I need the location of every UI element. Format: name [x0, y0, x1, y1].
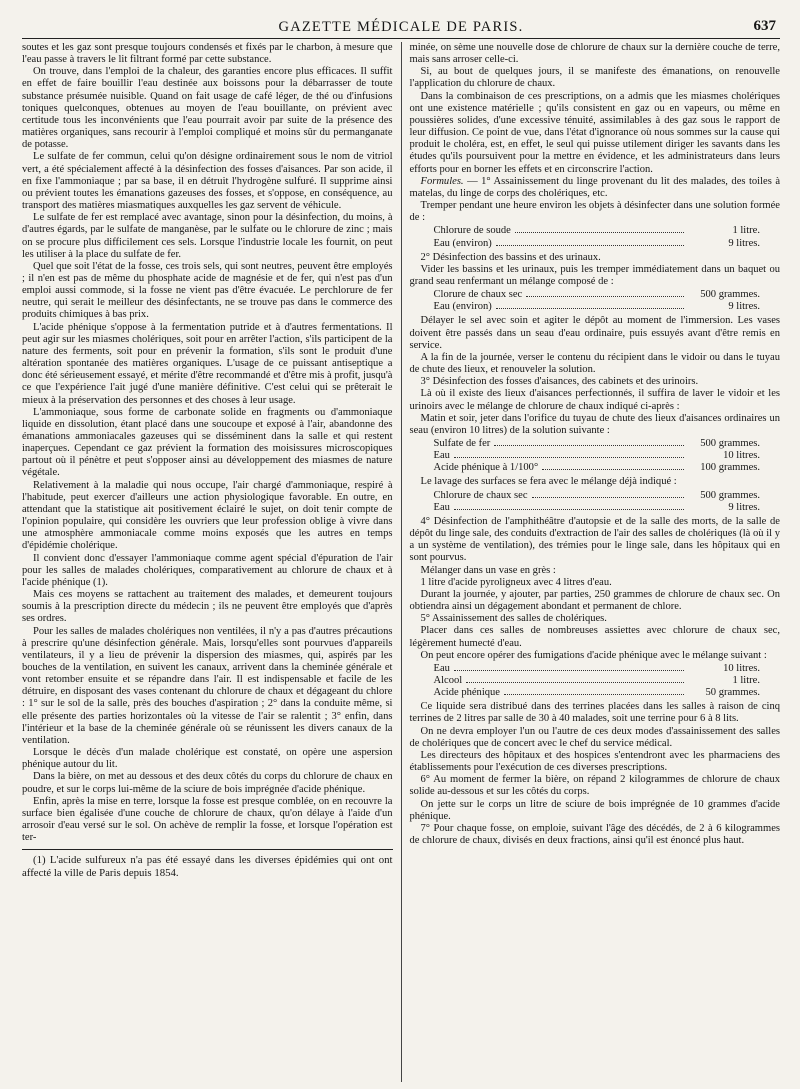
paragraph: Ce liquide sera distribué dans des terrines placées dans les salles à raison de cinq terrines de 2 litres par salle de 30 à 40 malades, soit une terrine pour 6 à 8 lits.	[409, 701, 780, 725]
formulas-paragraph	[410, 176, 781, 200]
paragraph: Matin et soir, jeter dans l'orifice du tuyau de chute des lieux d'aisances ordinaires un seau (environ 10 litres) de la solution suivante :	[409, 412, 780, 436]
paragraph: On peut encore opérer des fumigations d'acide phénique avec le mélange suivant :	[420, 649, 767, 661]
left-column	[22, 42, 401, 1082]
leader-dots	[496, 244, 684, 246]
ingredient-name: Acide phénique à 1/100°	[433, 462, 539, 474]
paragraph: Les directeurs des hôpitaux et des hospices s'entendront avec les pharmaciens des établissements pour l'exécution de ces diverses prescriptions.	[409, 749, 780, 774]
ingredient-quantity: 500 grammes.	[700, 489, 760, 501]
paragraph: L'ammoniaque, sous forme de carbonate solide en fragments ou d'ammoniaque liquide en dissolution, étant placé dans une soucoupe et exposé à l'air, abandonne des émanations ammoniacales gazeuses qui se disséminent dans la salle et qui restent inaperçues. Cependant ce gaz prévient la formation des moisissures microscopiques partout où il pénètre et peut s'opposer ainsi au développement des miasmes de nature végétale.	[22, 406, 393, 479]
formula-row	[410, 301, 781, 313]
paragraph: 1 litre d'acide pyroligneux avec 4 litres d'eau.	[420, 576, 612, 588]
paragraph: Il convient donc d'essayer l'ammoniaque comme agent spécial d'épuration de l'air pour les salles de malades cholériques, comparativement au chlorure de chaux et à l'acide phénique (1).	[22, 552, 393, 588]
paragraph: Relativement à la maladie qui nous occupe, l'air chargé d'ammoniaque, respiré à l'habitude, peut exercer d'ailleurs une action physiologique favorable. En outre, en attendant que la statistique ait positivement éclairé le sujet, on doit tenir compte de l'opinion populaire, qui considère les ouvriers que leur profession oblige à vivre dans une atmosphère ammoniacale comme moins exposés que les autres en temps d'épidémie cholérique.	[22, 479, 393, 552]
paragraph: Lorsque le décès d'un malade cholérique est constaté, on opère une aspersion phénique autour du lit.	[22, 747, 393, 771]
leader-dots	[454, 456, 684, 458]
formula-row	[410, 490, 781, 502]
formula-row	[410, 438, 781, 450]
paragraph: Mélanger dans un vase en grès :	[420, 564, 556, 576]
section-heading: 4° Désinfection de l'amphithéâtre d'autopsie et de la salle des morts, de la salle de dépôt du linge sale, des conduits d'extraction de l'air des salles de cholériques (là où il y a un système de ventilation), des trémies pour le linge sale, dans les hôpitaux qui en sont pourvus.	[409, 515, 780, 564]
formula-row	[410, 687, 781, 699]
ingredient-quantity: 10 litres.	[723, 450, 760, 462]
ingredient-name: Eau	[433, 501, 450, 513]
paragraph: Le sulfate de fer commun, celui qu'on désigne ordinairement sous le nom de vitriol vert, a été spécialement affecté à la désinfection des fosses d'aisances. Par son acide, il en fixe l'ammoniaque ; par sa base, il en détruit l'hydrogène sulfuré. Il supprime ainsi ou prévient toutes les émanations gazeuses des fosses, et s'oppose, en conséquence, au transport des matières miasmatiques auxquelles les gaz servent de véhicule.	[22, 151, 393, 212]
paragraph: Vider les bassins et les urinaux, puis les tremper immédiatement dans un baquet ou grand seau renfermant un mélange composé de :	[409, 263, 780, 287]
ingredient-quantity: 500 grammes.	[700, 438, 760, 449]
leader-dots	[454, 669, 684, 671]
paragraph: A la fin de la journée, verser le contenu du récipient dans le vidoir ou dans le tuyau de chute des lieux, et renouveler la solution.	[409, 351, 780, 376]
ingredient-name: Chlorure de soude	[433, 225, 511, 237]
paragraph: Quel que soit l'état de la fosse, ces trois sels, qui sont neutres, peuvent être employés ; il n'en est pas de même du phosphate acide de magnésie et de fer, qui n'est pas d'un emploi aussi commode, si la fosse ne vient pas d'être évacuée. Le perchlorure de fer neutre, qui serait le meilleur des désinfectants, ne se trouve pas dans le commerce des produits chimiques à bas prix.	[22, 260, 393, 321]
ingredient-quantity: 9 litres.	[728, 501, 760, 513]
ingredient-name: Eau (environ)	[433, 237, 492, 249]
paragraph: Placer dans ces salles de nombreuses assiettes avec chlorure de chaux sec, légèrement humecté d'eau.	[409, 625, 780, 649]
formula-row	[410, 675, 781, 687]
ingredient-quantity: 500 grammes.	[700, 289, 760, 301]
ingredient-name: Alcool	[433, 674, 463, 686]
left-column-text	[22, 42, 393, 844]
formula-row	[410, 663, 781, 675]
formula-row	[410, 502, 781, 514]
formula-row	[410, 225, 781, 237]
paragraph: soutes et les gaz sont presque toujours condensés et fixés par le charbon, à mesure que l'eau passe à travers le lit filtrant formé par cette substance.	[22, 42, 393, 66]
leader-dots	[466, 681, 684, 683]
formulas-label: Formules.	[420, 175, 464, 187]
formulas-text: — 1° Assainissement du linge provenant du lit des malades, des toiles à matelas, du linge de corps des cholériques, etc.	[409, 175, 780, 199]
paragraph: Tremper pendant une heure environ les objets à désinfecter dans une solution formée de :	[409, 200, 780, 224]
ingredient-quantity: 100 grammes.	[700, 462, 760, 474]
ingredient-name: Clorure de chaux sec	[433, 289, 523, 301]
leader-dots	[454, 508, 684, 510]
two-column-body	[22, 42, 780, 1082]
formula-rows	[410, 225, 781, 249]
paragraph: Le sulfate de fer est remplacé avec avantage, sinon pour la désinfection, du moins, à d'autres égards, par le sulfate de manganèse, par le sulfate ou le chlorure de zinc ; mais on se procure plus difficilement ces sels. Lorsque l'industrie locale les fournit, on peut les utiliser à la place du sulfate de fer.	[22, 212, 393, 260]
ingredient-name: Acide phénique	[433, 687, 500, 699]
paragraph: Dans la bière, on met au dessous et des deux côtés du corps du chlorure de chaux en poudre, et sur le corps lui-même de la sciure de bois imprégnée d'acide phénique.	[22, 771, 393, 795]
ingredient-quantity: 1 litre.	[732, 674, 760, 686]
leader-dots	[496, 307, 684, 309]
leader-dots	[532, 496, 684, 498]
paragraph: Délayer le sel avec soin et agiter le dépôt au moment de l'immersion. Les vases doivent être passés dans un seau d'eau ordinaire, puis essuyés avant d'être remis en service.	[409, 315, 780, 351]
formula-rows	[410, 438, 781, 474]
journal-title: GAZETTE MÉDICALE DE PARIS.	[278, 19, 524, 35]
ingredient-name: Chlorure de chaux sec	[433, 489, 528, 501]
ingredient-quantity: 1 litre.	[732, 225, 760, 237]
right-column	[401, 42, 781, 1082]
paragraph: On trouve, dans l'emploi de la chaleur, des garanties encore plus efficaces. Il suffit en effet de faire bouillir l'eau destinée aux boissons pour la débarrasser de toute substance présumée nuisible. Quand on fait usage de café léger, de thé ou d'infusions toniques quelconques, obtenues au moyen de l'eau bouillante, on prévient avec certitude tous les inconvénients que l'eau pourrait avoir par suite de la présence des matières organiques, sans recourir à l'emploi compliqué et moins sûr du permanganate de potasse.	[22, 66, 393, 151]
formula-row	[410, 238, 781, 250]
ingredient-quantity: 10 litres.	[723, 662, 760, 674]
paragraph: 7° Pour chaque fosse, on emploie, suivant l'âge des décédés, de 2 à 6 kilogrammes de chlorure de chaux, divisés en deux fractions, ainsi qu'il est énoncé plus haut.	[409, 822, 780, 846]
paragraph: Si, au bout de quelques jours, il se manifeste des émanations, on renouvelle l'application du chlorure de chaux.	[409, 66, 780, 90]
section-heading: 3° Désinfection des fosses d'aisances, des cabinets et des urinoirs.	[420, 376, 699, 388]
ingredient-quantity: 9 litres.	[728, 237, 760, 249]
paragraph: Mais ces moyens se rattachent au traitement des malades, et demeurent toujours soumis à la prescription directe du médecin ; ils ne peuvent être employés que d'après ses ordres.	[22, 589, 393, 625]
formula-rows	[410, 289, 781, 313]
paragraph: L'acide phénique s'oppose à la fermentation putride et à d'autres fermentations. Il peut agir sur les miasmes cholériques, soit pour en arrêter l'action, s'ils participent de la nature des ferments, soit pour en prévenir la formation, s'ils sont le produit d'une altération spontanée des matières organiques. L'usage de ce puissant antiseptique a donc été sérieusement essayé, et mérite d'être recommandé et d'être mis à profit, jusqu'à ce que l'expérience l'ait jugé d'une manière définitive. C'est celui qui se prêterait le mieux à la préservation des personnes et des choses à leur usage.	[22, 321, 393, 406]
paragraph: Pour les salles de malades cholériques non ventilées, il n'y a pas d'autres précautions à prescrire qu'une désinfection générale. Mais, lorsqu'elles sont pourvues d'appareils ventilateurs, il y a lieu de prévenir la dispersion des miasmes, qui, aspirés par les bouches de la ventilation, en suivent les canaux, arrivent dans la cheminée générale et vont retomber ensuite et se répandre dans l'air. Il est indispensable et facile de les détruire, en disposant des vases contenant du chlorure de chaux et dégageant du chlore : 1° sur le sol de la salle, près des bouches d'aspiration ; 2° dans la conduite même, si elle présente des parties horizontales où la vitesse de l'air se ralentit ; 3° enfin, dans l'intérieur et la base de la cheminée générale où se réunissent les divers canaux de la ventilation.	[22, 625, 393, 746]
formula-row	[410, 289, 781, 301]
section-heading: 5° Assainissement des salles de cholériques.	[420, 613, 607, 625]
paragraph: On ne devra employer l'un ou l'autre de ces deux modes d'assainissement des salles de cholériques que de concert avec le chef du service médical.	[409, 725, 780, 749]
running-header	[22, 18, 780, 39]
paragraph: 6° Au moment de fermer la bière, on répand 2 kilogrammes de chlorure de chaux solide au-dessous et sur les côtés du corps.	[409, 774, 780, 798]
paragraph: minée, on sème une nouvelle dose de chlorure de chaux sur la dernière couche de terre, mais sans arroser celle-ci.	[409, 42, 780, 66]
paragraph: Là où il existe des lieux d'aisances perfectionnés, il suffira de laver le vidoir et les urinoirs avec le mélange de chlorure de chaux indiqué ci-après :	[409, 388, 780, 412]
section-heading: 2° Désinfection des bassins et des urinaux.	[420, 251, 601, 263]
leader-dots	[504, 693, 684, 695]
formula-rows	[410, 663, 781, 699]
formula-row	[410, 462, 781, 474]
footnote: (1) L'acide sulfureux n'a pas été essayé dans les diverses épidémies qui ont ont affecté la ville de Paris depuis 1854.	[22, 854, 393, 879]
ingredient-name: Eau (environ)	[433, 301, 492, 313]
paragraph: Durant la journée, y ajouter, par parties, 250 grammes de chlorure de chaux sec. On obtiendra ainsi un dégagement abondant et permanent de chlore.	[409, 588, 780, 613]
paragraph: Le lavage des surfaces se fera avec le mélange déjà indiqué :	[420, 476, 677, 488]
ingredient-quantity: 9 litres.	[728, 301, 760, 313]
leader-dots	[515, 231, 684, 233]
formula-rows	[410, 490, 781, 514]
ingredient-name: Sulfate de fer	[433, 438, 491, 449]
leader-dots	[494, 444, 684, 446]
ingredient-quantity: 50 grammes.	[705, 687, 760, 699]
paragraph: Enfin, après la mise en terre, lorsque la fosse est presque comblée, on en recouvre la surface bien égalisée d'une couche de chlorure de chaux, qu'on délaye à l'aide d'un arrosoir d'eau versé sur le sol. On achève de remplir la fosse, et lorsque l'opération est ter-	[22, 795, 393, 844]
leader-dots	[542, 468, 684, 470]
formula-row	[410, 450, 781, 462]
paragraph: On jette sur le corps un litre de sciure de bois imprégnée de 10 grammes d'acide phénique.	[409, 798, 780, 822]
ingredient-name: Eau	[433, 450, 450, 462]
paragraph: Dans la combinaison de ces prescriptions, on a admis que les miasmes cholériques ont une existence matérielle ; qu'ils consistent en gaz ou en vapeurs, ou même en poussières solides, d'une excessive ténuité, assimilables à des gaz sous le rapport de leur diffusion. Ce point de vue, dans l'état d'ignorance où nous sommes sur la cause qui produit le choléra, est, en effet, le seul qui puisse utilement diriger les savants dans les études qu'ils poursuivent pour la mettre en évidence, et les administrateurs dans leurs efforts pour en borner les effets et en circonscrire l'action.	[409, 90, 780, 175]
leader-dots	[526, 295, 684, 297]
ingredient-name: Eau	[433, 662, 450, 674]
footnote-rule	[22, 849, 393, 850]
page-number: 637	[753, 18, 776, 34]
